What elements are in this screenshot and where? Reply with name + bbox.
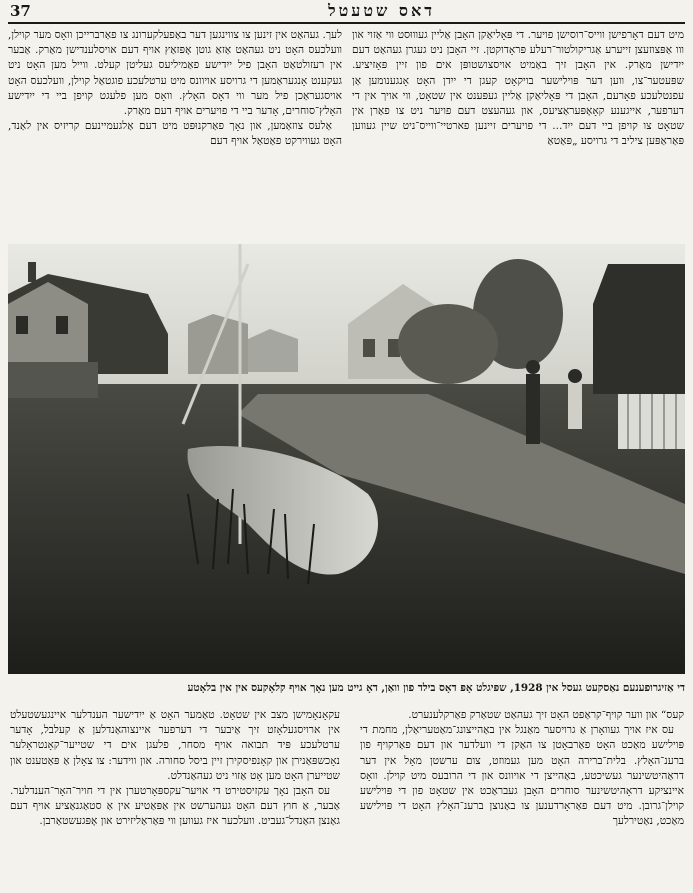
- page-number: 37: [10, 2, 31, 20]
- person-head: [568, 369, 582, 383]
- tree: [398, 304, 498, 384]
- street-photograph: [8, 244, 685, 674]
- running-title: דאס שטעטל: [328, 1, 435, 20]
- paragraph: עקאָנאָמישן מצב אין שטאָט. טאַמער האָט אַ ייִדישער הענדלער איינגעשטעלט אין ארויסגעלאָזט זיך אַיבער די דערפער איינצוהאַנדלען אַ קעלבל, אָדער ערטלעכע פּיד תבואה אויף מסחר, פלעגן אים די שטייער־קאָנטראָלער נאָכשפּאַנירן און קאָנפיסקירן זיין ביסל סחורה. און ווידער: צו צאָלן אַ פּאַטענט און שטייערן האָט מען אָט אַזוי ניט געהאַנדלט.: [10, 709, 340, 782]
- column-bottom-right: [360, 708, 684, 890]
- column-bottom-left: [10, 708, 340, 890]
- paragraph: עס האָבן נאָך עקזיסטירט די אויער־עקספּאָרטערן אין די חויר־האָר־הענדלער. אַבער, אַ חוץ דעם האָט געהערשט אין אַפּאַטיע אין אַ סטאַגנאַציע אויף דעם גאַנצן האַנדל־געביט. וועלכער איז געווען ווי פּאַראַליזירט און אָפּגעשטאַרבן.: [10, 785, 340, 828]
- window: [56, 316, 68, 334]
- page-header: [8, 0, 685, 24]
- window: [16, 316, 28, 334]
- paragraph: אַלעס צוזאַמען, און נאָך פאַרקנוּפּט מיט דעם אַלגעמיינעם קריזיס אין לאַנד, האָט געווירקט פאַטאַל אויף דעם: [8, 120, 342, 148]
- right-house: [593, 264, 685, 394]
- column-top-right: [352, 28, 684, 240]
- chimney: [28, 262, 36, 282]
- left-fence: [8, 362, 98, 398]
- paragraph: קעס“ און ווער קויף־קראַפט האָט זיך געהאַט שטאַרק פאַרקלענערט.: [408, 709, 684, 721]
- column-top-left: [8, 28, 342, 214]
- person-head: [526, 360, 540, 374]
- paragraph: עס איז אויך געוואָרן אַ גרויסער מאַנגל אין באַהייצונג־מאַטעריאַלן, מחמת די פּוילישע מאַכט האָט פאַרבאָטן צו האַקן די וועלדער און דעם פאַרקויף פון ברענ־האָלץ. בלית־ברירה האָט מען געמוזט, צום ערשטן מאָל אין דער דראַהיטשינער געשיכטע, באַהייצן די אויוונס און די הרובעס מיט קוילן. וואָס איינציקע דראָהיטשינער סוחרים האָבן געבראַכט אין שטאָט פון די פּוילישע קוילן־גרובן. מיט דעם פאַראָרדענען צו באַנוצן ברענ־האָלץ האָט די פּוילישע מאַכט, נאַטירלעך: [360, 724, 684, 828]
- photo-illustration: [8, 244, 685, 674]
- paragraph: מיט דעם דאָרפישן ווייס־רוסישן פויער. די פּאָליאַקן האָבן אַליין געוווּסט ווי אַזוי און ווו אַפּצוזעצן זייערע אַגריקולטור־רעלע פּראָדוקטן. זיי האָבן ניט געגרן געהאַט דעם ייִדישן מאַרק. אין האָבן זיך באַמיט אויסצושטופּן אים פון זיין פּאָזיציע. שפּעטער־צו, ווען דער פּוילישער בויקאָט קעגן די ייִדן האָט אָנגענומען אַן עפנטלעכע פאָרעם, האָבן די פּאָליאַקן אַליין געפּענט אין שטאָט, ווי אויך אין די דערפער, אייגענע קאָאָפּעראַציעס, און געהעצט דעם פויער ניט צו פאַרן אין שטאָט צו קויפן ביי דעם ייִד... די פויערים זיינען פארטיי־ווייס־ניט שיין געווען פּאַראַפּען ציליב די גרויסע „פּאַטאַ: [352, 29, 684, 148]
- window: [363, 339, 375, 357]
- photo-caption: די אַזיגרופענעם נאַסקעט געסל אין 1928, שפּיגלט אָפּ דאָס בילד פון וואַן, דאָ גייט מען נאָך אויף קלאָקעס אין אין בלאָטע: [187, 682, 685, 694]
- person: [568, 384, 582, 429]
- person: [526, 374, 540, 444]
- paragraph: לעך. געהאַט אין זינען צו צווינגען דער באַפעלקערונג צו פאַרברייכן וואָס מער קוילן, וועלכעס האָט ניט געהאַט אַזאַ גוטן אָפּזאַץ אויף דעם אויסלענדישן מאַרק. אַבער אין רעזולטאַט האָבן פיל ייִדישע פאַמיליעס געליטן קעלט. ווייל מען האָט ניט געקענט אָנגעראַמען די גרויסע אויוונס מיט ערטלעכע פוגטאַל קוילן, וועלכעס האָט אויסגעראַכן פיל מער ווי דאָס האָלץ. וואָס מען פלעגט קויפן ביי די ייִדישע האָלץ־סוחרים, אָדער ביי די פויערים אויף דעם מאַרק.: [8, 29, 342, 118]
